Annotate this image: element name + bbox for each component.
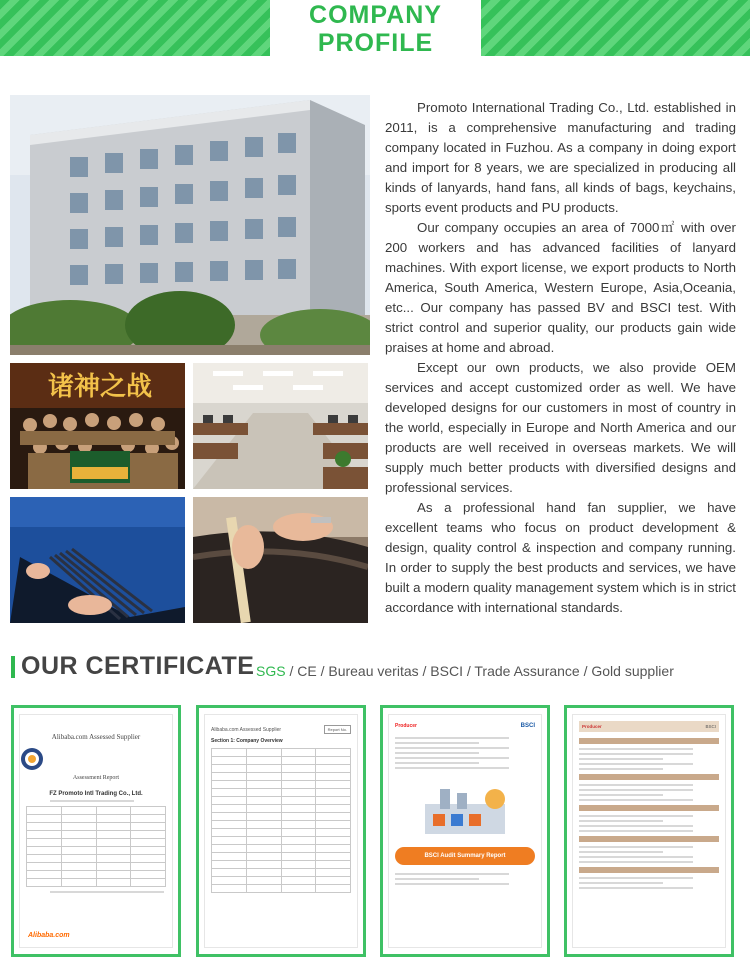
text-line [579, 825, 693, 827]
profile-paragraph: Promoto International Trading Co., Ltd. established in 2011, is a comprehensive manufacturing and trading company located in Fuzhou. As a company in doing export and import for 8 years, we are specialized in producing all kinds of lanyards, hand fans, all kinds of bags, keychains, sports event products and PU products. [385, 100, 736, 215]
alibaba-logo: Alibaba.com [28, 932, 70, 939]
text-line [579, 820, 663, 822]
certificate-card-company-overview[interactable] [196, 705, 366, 957]
certificate-table [26, 806, 166, 887]
certificate-company: FZ Promoto Intl Trading Co., Ltd. [49, 791, 143, 797]
text-line [579, 856, 693, 858]
certificate-card-bsci-detail[interactable] [564, 705, 734, 957]
producer-label: Producer [582, 724, 602, 729]
lanyard-measuring-photo [193, 497, 368, 623]
certificate-document [204, 714, 358, 948]
certificate-card-bsci-summary[interactable] [380, 705, 550, 957]
text-line [579, 851, 663, 853]
certificate-highlight: SGS [256, 663, 286, 679]
profile-paragraph: Our company occupies an area of 7000㎡ with over 200 workers and has advanced facilities of lanyard machines. With export license, we export products to North America, South America, Western Europe, Asia,Oceania, etc... Our company has passed BV and BSCI test. With strict control and superior quality, our products gain wide praises at home and abroad. [385, 220, 736, 355]
certificate-document [19, 714, 173, 948]
text-line [579, 799, 693, 801]
section-bar [579, 867, 719, 873]
bsci-logo: BSCI [520, 723, 535, 729]
certificate-list [256, 663, 674, 679]
title-line-2: PROFILE [317, 29, 434, 57]
team-photo [10, 363, 185, 489]
bsci-summary-banner: BSCI Audit Summary Report [395, 847, 535, 865]
text-line [395, 767, 509, 769]
text-line [579, 789, 693, 791]
profile-paragraph: As a professional hand fan supplier, we have excellent teams who focus on product development & design, quality control & inspection and company running. In order to supply the best products and services, we have built a modern quality management system which is in strict accordance with international standards. [385, 500, 736, 615]
text-line [50, 891, 164, 893]
text-line [395, 737, 509, 739]
certificate-brand: Alibaba.com Assessed Supplier [51, 733, 141, 741]
text-line [579, 753, 693, 755]
producer-label: Producer [395, 723, 417, 729]
text-line [395, 883, 509, 885]
text-line [395, 747, 509, 749]
certificate-card-alibaba-report[interactable] [11, 705, 181, 957]
text-line [579, 763, 693, 765]
report-number-box: Report No. [324, 725, 351, 734]
fans-production-photo [10, 497, 185, 623]
certificate-header [579, 721, 719, 732]
text-line [579, 758, 663, 760]
banner-stripe-right [481, 0, 750, 56]
team-banner-text: 诸神之战 [47, 372, 153, 402]
certificate-header [211, 725, 351, 734]
section-bar [579, 738, 719, 744]
text-line [395, 742, 479, 744]
banner-stripe-left [0, 0, 270, 56]
text-line [579, 794, 663, 796]
certificate-heading-accent [11, 656, 15, 678]
text-line [579, 877, 693, 879]
text-line [579, 846, 693, 848]
company-profile-text [385, 98, 736, 618]
section-bar [579, 805, 719, 811]
bsci-logo: BSCI [705, 724, 716, 729]
section-bar [579, 836, 719, 842]
certificate-header [395, 723, 535, 729]
certificate-brand: Alibaba.com Assessed Supplier [211, 726, 282, 733]
text-line [579, 784, 693, 786]
section-bar [579, 774, 719, 780]
text-line [395, 752, 479, 754]
section-title: Section 1: Company Overview [211, 738, 283, 744]
text-line [579, 887, 693, 889]
text-line [579, 861, 693, 863]
factory-building-photo [10, 95, 370, 355]
office-photo [193, 363, 368, 489]
text-line [579, 768, 663, 770]
certificate-table [211, 748, 351, 893]
text-line [395, 873, 509, 875]
certificate-document [388, 714, 542, 948]
factory-illustration-icon [395, 779, 535, 839]
text-line [395, 878, 479, 880]
text-line [395, 757, 509, 759]
text-line [50, 800, 134, 802]
seal-icon [20, 747, 44, 771]
text-line [579, 882, 663, 884]
certificate-list-rest: / CE / Bureau veritas / BSCI / Trade Assurance / Gold supplier [285, 663, 674, 679]
text-line [579, 830, 693, 832]
profile-paragraph: Except our own products, we also provide OEM services and accept customized order as well. We have developed designs for our customers in most of country in the world, especially in Europe and North America and our products are well received in overseas markets. We will supply much better products with diversified designs and professional services. [385, 360, 736, 495]
certificate-document [572, 714, 726, 948]
certificate-heading: OUR CERTIFICATE [21, 652, 255, 680]
text-line [579, 748, 693, 750]
certificate-subtitle: Assessment Report [72, 775, 120, 781]
title-line-1: COMPANY [309, 1, 442, 29]
text-line [395, 762, 479, 764]
text-line [579, 815, 693, 817]
page-title [270, 0, 481, 60]
